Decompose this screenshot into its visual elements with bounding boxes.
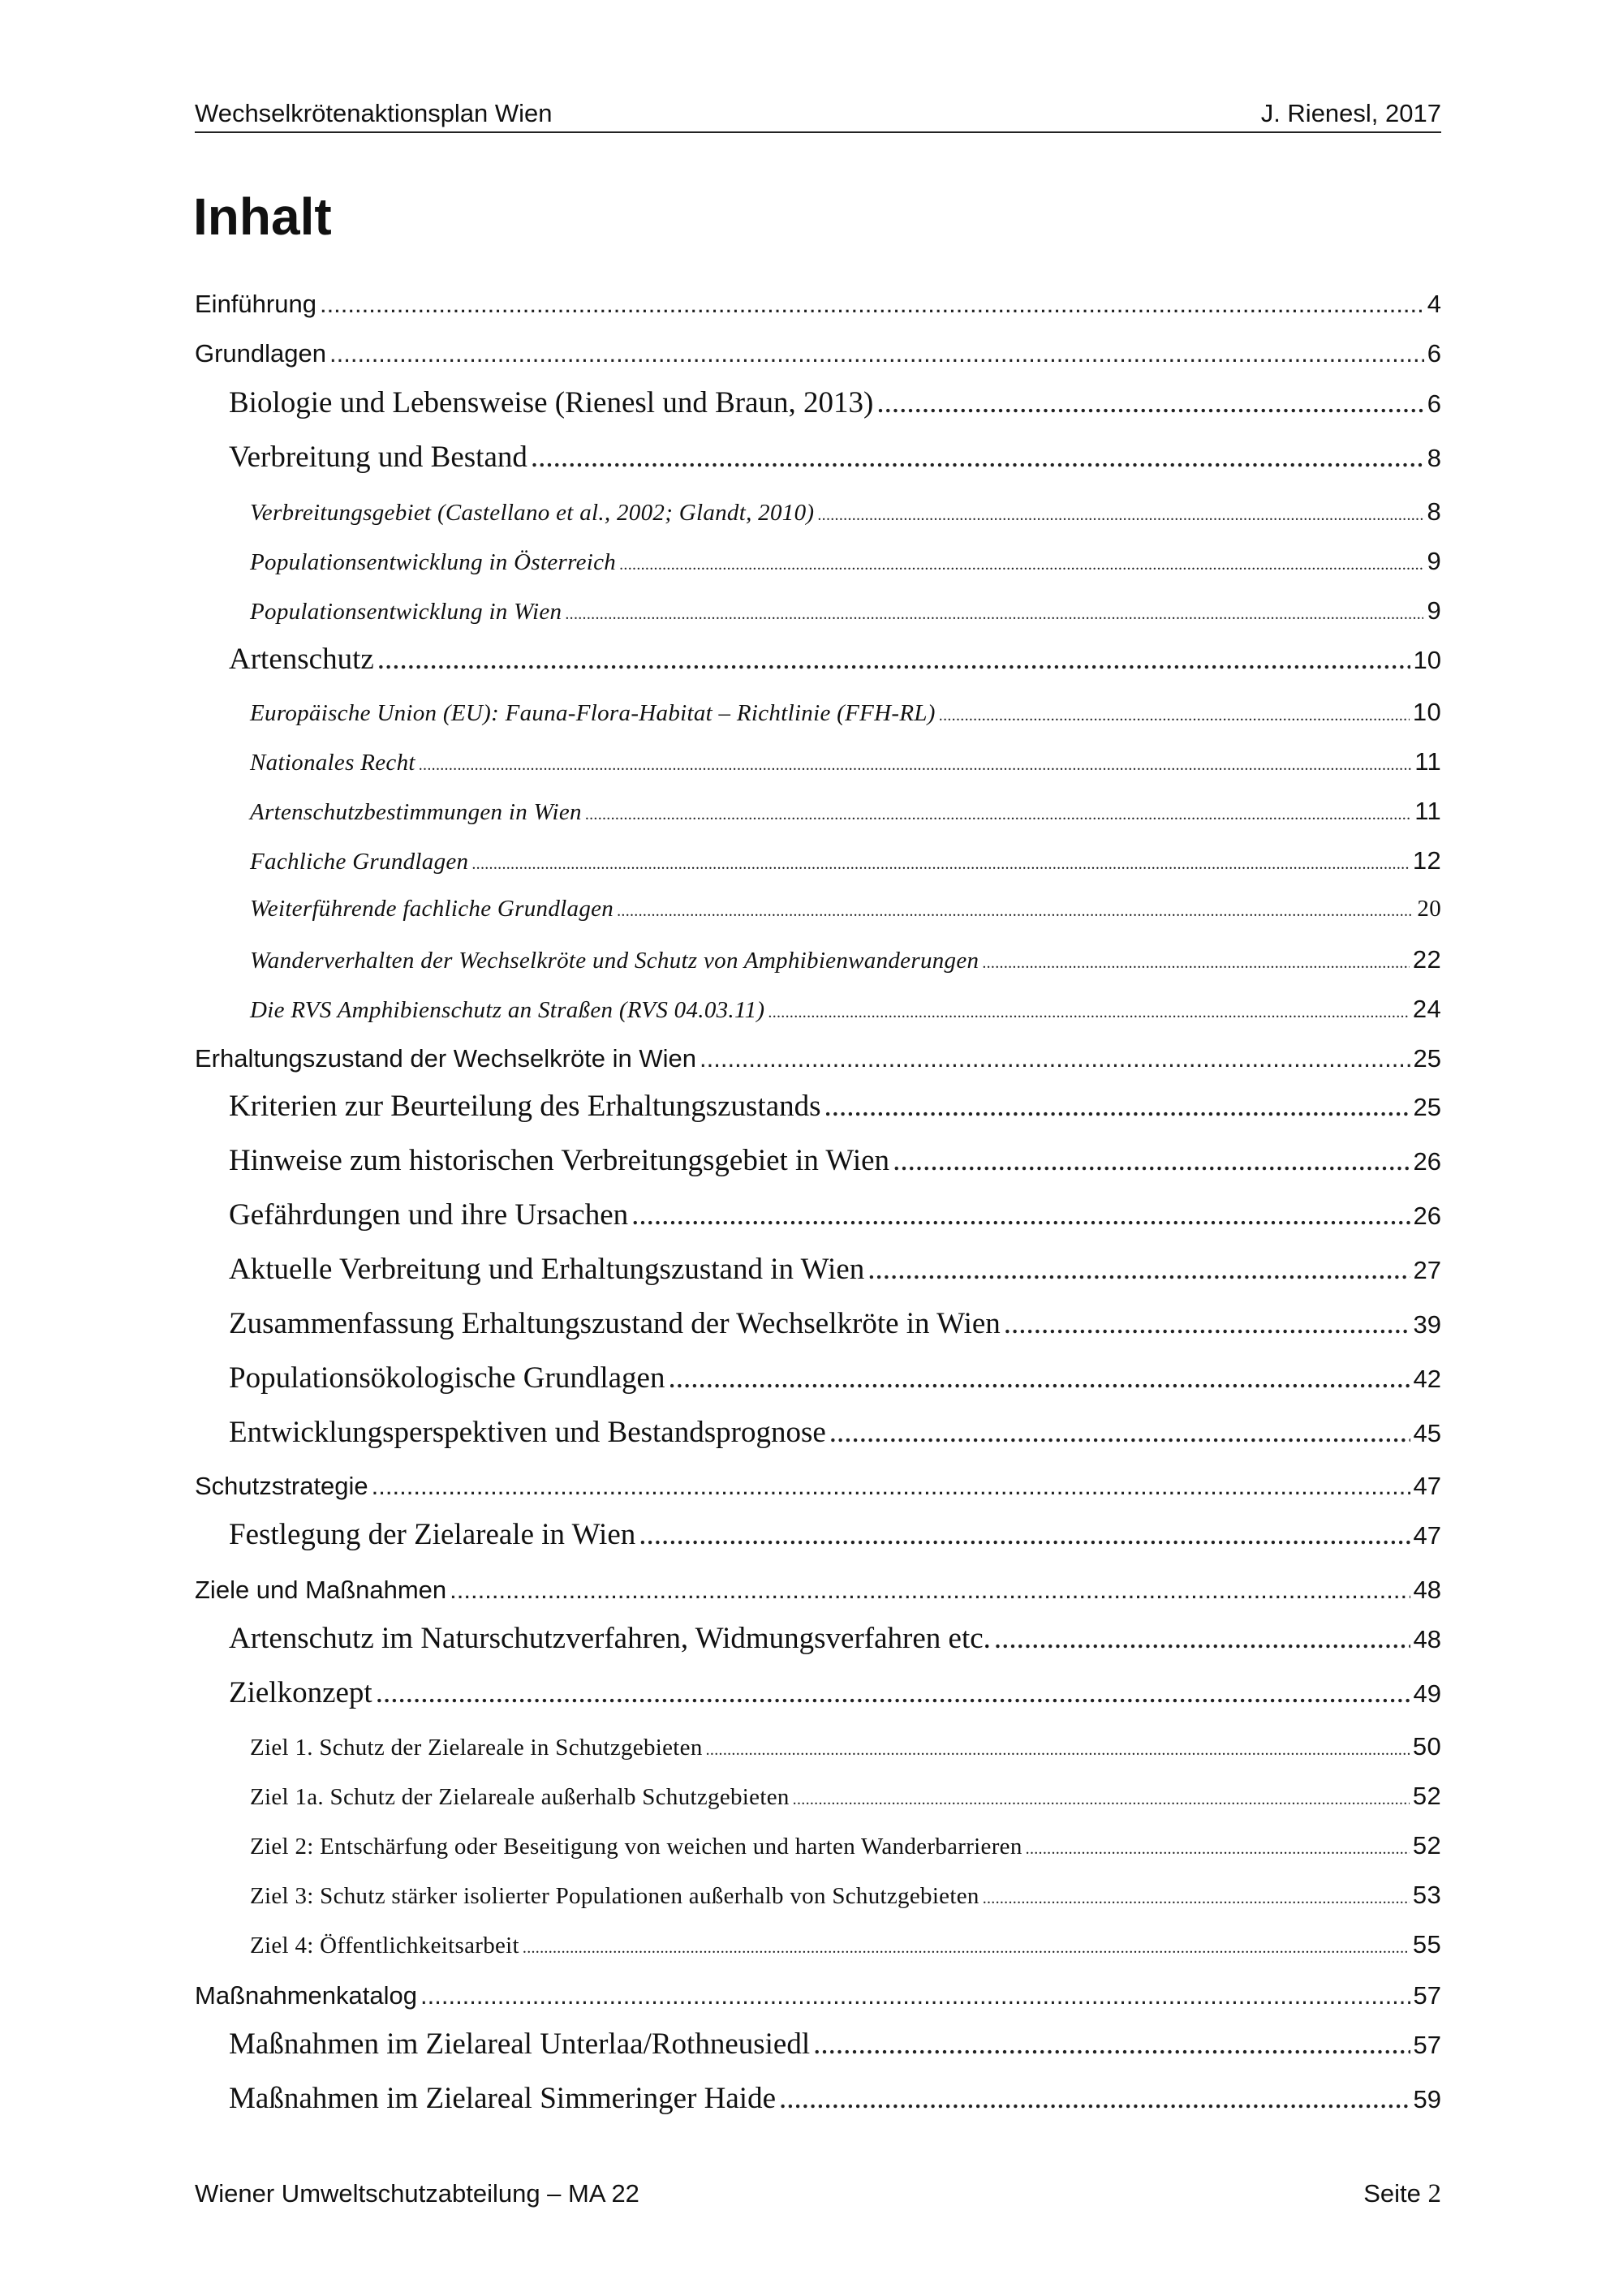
- toc-entry-page: 25: [1413, 1093, 1441, 1121]
- toc-entry-text: Die RVS Amphibienschutz an Straßen (RVS 04.03.11): [250, 997, 765, 1023]
- toc-entry-page: 4: [1427, 290, 1441, 318]
- toc-entry[interactable]: [195, 846, 1441, 875]
- toc-entry[interactable]: [195, 1782, 1441, 1811]
- toc-leader-dots: [779, 2081, 1410, 2116]
- toc-entry[interactable]: [195, 1252, 1441, 1287]
- toc-entry-page: 22: [1412, 945, 1441, 974]
- toc-leader-dots: [994, 1621, 1410, 1656]
- toc-entry-page: 11: [1414, 747, 1441, 776]
- toc-entry[interactable]: [195, 1517, 1441, 1552]
- toc-entry[interactable]: [195, 497, 1441, 527]
- toc-leader-dots: [320, 290, 1424, 319]
- toc-leader-dots: [876, 385, 1423, 420]
- header-author-year: J. Rienesl, 2017: [1260, 99, 1441, 127]
- toc-entry[interactable]: [195, 385, 1441, 420]
- toc-leader-dots: [420, 1981, 1410, 2010]
- toc-leader-dots: [668, 1361, 1410, 1395]
- toc-entry-text: Populationsentwicklung in Wien: [250, 599, 562, 625]
- toc-entry[interactable]: [195, 642, 1441, 677]
- toc-entry-page: 57: [1413, 2031, 1441, 2059]
- toc-entry[interactable]: [195, 339, 1441, 368]
- toc-entry-text: Weiterführende fachliche Grundlagen: [250, 896, 614, 922]
- toc-entry-page: 8: [1427, 444, 1441, 472]
- toc-entry[interactable]: [195, 1044, 1441, 1073]
- toc-entry-page: 10: [1413, 646, 1441, 674]
- toc-entry-text: Verbreitung und Bestand: [229, 441, 527, 474]
- toc-leader-dots: [585, 806, 1411, 824]
- toc-leader-dots: [983, 1890, 1410, 1908]
- toc-entry-text: Festlegung der Zielareale in Wien: [229, 1518, 636, 1551]
- footer-page-label: Seite: [1363, 2179, 1421, 2208]
- toc-entry-text: Populationsökologische Grundlagen: [229, 1361, 665, 1395]
- toc-entry[interactable]: [195, 1143, 1441, 1178]
- toc-entry-text: Aktuelle Verbreitung und Erhaltungszustand in Wien: [229, 1253, 865, 1286]
- toc-leader-dots: [531, 440, 1424, 475]
- toc-entry-text: Wanderverhalten der Wechselkröte und Schutz von Amphibienwanderungen: [250, 948, 979, 974]
- toc-entry-text: Ziel 3: Schutz stärker isolierter Populationen außerhalb von Schutzgebieten: [250, 1883, 979, 1909]
- toc-entry-page: 24: [1412, 995, 1441, 1023]
- toc-entry-text: Ziel 2: Entschärfung oder Beseitigung von weichen und harten Wanderbarrieren: [250, 1834, 1022, 1860]
- toc-entry-text: Artenschutzbestimmungen in Wien: [250, 799, 582, 825]
- toc-leader-dots: [829, 1415, 1410, 1450]
- toc-entry-text: Erhaltungszustand der Wechselkröte in Wien: [195, 1044, 697, 1073]
- footer-page-number: [1363, 2179, 1441, 2209]
- toc-entry-text: Maßnahmen im Zielareal Simmeringer Haide: [229, 2082, 776, 2115]
- toc-leader-dots: [471, 855, 1410, 874]
- toc-entry[interactable]: [195, 2081, 1441, 2116]
- toc-entry-text: Schutzstrategie: [195, 1472, 368, 1500]
- toc-leader-dots: [1004, 1306, 1410, 1341]
- toc-leader-dots: [631, 1197, 1410, 1232]
- toc-entry-page: 12: [1412, 846, 1441, 875]
- toc-entry-text: Einführung: [195, 290, 316, 318]
- toc-entry-page: 26: [1413, 1202, 1441, 1230]
- toc-entry-page: 47: [1413, 1472, 1441, 1500]
- toc-entry-page: 42: [1413, 1365, 1441, 1393]
- toc-entry-page: 52: [1412, 1782, 1441, 1810]
- toc-entry-text: Grundlagen: [195, 339, 327, 368]
- toc-entry[interactable]: [195, 1881, 1441, 1910]
- toc-entry-page: 45: [1413, 1419, 1441, 1447]
- toc-entry-page: 48: [1413, 1625, 1441, 1653]
- toc-entry[interactable]: [195, 596, 1441, 626]
- toc-entry[interactable]: [195, 995, 1441, 1024]
- toc-entry-page: 11: [1414, 797, 1441, 825]
- toc-entry[interactable]: [195, 1981, 1441, 2010]
- toc-leader-dots: [450, 1576, 1410, 1605]
- header-title: Wechselkrötenaktionsplan Wien: [195, 99, 553, 127]
- toc-entry[interactable]: [195, 2027, 1441, 2062]
- toc-entry-text: Artenschutz im Naturschutzverfahren, Widmungsverfahren etc.: [229, 1622, 991, 1655]
- toc-entry-text: Kriterien zur Beurteilung des Erhaltungszustands: [229, 1090, 821, 1123]
- toc-entry-page: 9: [1427, 596, 1441, 625]
- footer-department: Wiener Umweltschutzabteilung – MA 22: [195, 2179, 639, 2208]
- toc-entry-page: 6: [1427, 339, 1441, 368]
- toc-leader-dots: [523, 1939, 1410, 1958]
- toc-entry-text: Ziel 1a. Schutz der Zielareale außerhalb Schutzgebieten: [250, 1784, 790, 1810]
- toc-entry[interactable]: [195, 1197, 1441, 1232]
- toc-entry[interactable]: [195, 797, 1441, 826]
- toc-entry-text: Maßnahmen im Zielareal Unterlaa/Rothneusiedl: [229, 2027, 811, 2061]
- toc-entry-text: Populationsentwicklung in Österreich: [250, 549, 617, 575]
- toc-entry-text: Biologie und Lebensweise (Rienesl und Braun, 2013): [229, 386, 874, 419]
- toc-leader-dots: [329, 339, 1424, 368]
- toc-entry-text: Zielkonzept: [229, 1676, 372, 1709]
- toc-entry-page: 25: [1413, 1044, 1441, 1073]
- toc-entry-text: Fachliche Grundlagen: [250, 849, 469, 875]
- toc-leader-dots: [377, 642, 1410, 677]
- toc-entry[interactable]: [195, 1930, 1441, 1959]
- toc-entry[interactable]: [195, 1576, 1441, 1605]
- toc-entry-text: Nationales Recht: [250, 750, 415, 776]
- toc-entry[interactable]: [195, 1732, 1441, 1761]
- toc-entry-page: 47: [1413, 1521, 1441, 1550]
- toc-entry-page: 27: [1413, 1256, 1441, 1284]
- toc-entry-text: Hinweise zum historischen Verbreitungsgebiet in Wien: [229, 1144, 890, 1177]
- toc-leader-dots: [867, 1252, 1410, 1287]
- toc-leader-dots: [372, 1472, 1410, 1501]
- toc-leader-dots: [893, 1143, 1410, 1178]
- toc-entry-page: 52: [1412, 1831, 1441, 1860]
- toc-entry[interactable]: [195, 896, 1441, 922]
- toc-leader-dots: [813, 2027, 1410, 2062]
- toc-entry[interactable]: [195, 698, 1441, 727]
- toc-leader-dots: [619, 556, 1423, 574]
- toc-entry-page: 10: [1412, 698, 1441, 726]
- toc-entry-text: Gefährdungen und ihre Ursachen: [229, 1198, 629, 1232]
- toc-leader-dots: [617, 902, 1414, 921]
- toc-entry-page: 6: [1427, 389, 1441, 418]
- toc-entry[interactable]: [195, 1415, 1441, 1450]
- toc-entry-page: 53: [1412, 1881, 1441, 1909]
- toc-entry[interactable]: [195, 1621, 1441, 1656]
- toc-entry[interactable]: [195, 1675, 1441, 1710]
- toc-entry-page: 26: [1413, 1147, 1441, 1176]
- toc-leader-dots: [824, 1089, 1410, 1124]
- toc-entry-text: Europäische Union (EU): Fauna-Flora-Habitat – Richtlinie (FFH-RL): [250, 700, 936, 726]
- toc-entry-page: 9: [1427, 547, 1441, 575]
- toc-leader-dots: [939, 707, 1410, 725]
- toc-entry[interactable]: [195, 1089, 1441, 1124]
- toc-leader-dots: [639, 1517, 1410, 1552]
- toc-entry[interactable]: [195, 945, 1441, 974]
- toc-entry-text: Verbreitungsgebiet (Castellano et al., 2002; Glandt, 2010): [250, 500, 815, 526]
- toc-entry-text: Ziel 4: Öffentlichkeitsarbeit: [250, 1933, 519, 1958]
- toc-entry-page: 8: [1427, 497, 1441, 526]
- toc-leader-dots: [706, 1741, 1410, 1760]
- toc-leader-dots: [700, 1044, 1410, 1073]
- toc-entry-text: Maßnahmenkatalog: [195, 1981, 417, 2010]
- toc-leader-dots: [793, 1791, 1410, 1809]
- toc-entry-text: Ziele und Maßnahmen: [195, 1576, 447, 1604]
- toc-leader-dots: [376, 1675, 1410, 1710]
- toc-entry-text: Ziel 1. Schutz der Zielareale in Schutzgebieten: [250, 1735, 703, 1761]
- toc-leader-dots: [982, 954, 1410, 973]
- toc-entry-page: 49: [1413, 1679, 1441, 1708]
- footer-page-value: 2: [1427, 2179, 1441, 2208]
- toc-entry-page: 39: [1413, 1310, 1441, 1339]
- toc-leader-dots: [565, 605, 1423, 624]
- toc-leader-dots: [768, 1004, 1410, 1022]
- toc-title: Inhalt: [193, 187, 332, 246]
- toc-entry-page: 48: [1413, 1576, 1441, 1604]
- toc-entry-page: 59: [1413, 2085, 1441, 2113]
- toc-entry[interactable]: [195, 1361, 1441, 1395]
- toc-entry-text: Zusammenfassung Erhaltungszustand der Wechselkröte in Wien: [229, 1307, 1001, 1340]
- toc-entry-text: Artenschutz: [229, 643, 374, 676]
- toc-entry[interactable]: [195, 290, 1441, 319]
- toc-entry-page: 57: [1413, 1981, 1441, 2010]
- toc-leader-dots: [817, 506, 1423, 525]
- toc-entry[interactable]: [195, 440, 1441, 475]
- toc-leader-dots: [1026, 1840, 1410, 1859]
- toc-entry-page: 55: [1412, 1930, 1441, 1958]
- toc-entry[interactable]: [195, 1306, 1441, 1341]
- toc-entry[interactable]: [195, 747, 1441, 776]
- toc-entry[interactable]: [195, 1472, 1441, 1501]
- toc-entry[interactable]: [195, 1831, 1441, 1860]
- toc-entry-text: Entwicklungsperspektiven und Bestandsprognose: [229, 1416, 826, 1449]
- toc-entry[interactable]: [195, 547, 1441, 576]
- toc-leader-dots: [419, 756, 1411, 775]
- toc-entry-page: 20: [1417, 896, 1441, 922]
- toc-entry-page: 50: [1412, 1732, 1441, 1761]
- page-header: [195, 96, 1441, 133]
